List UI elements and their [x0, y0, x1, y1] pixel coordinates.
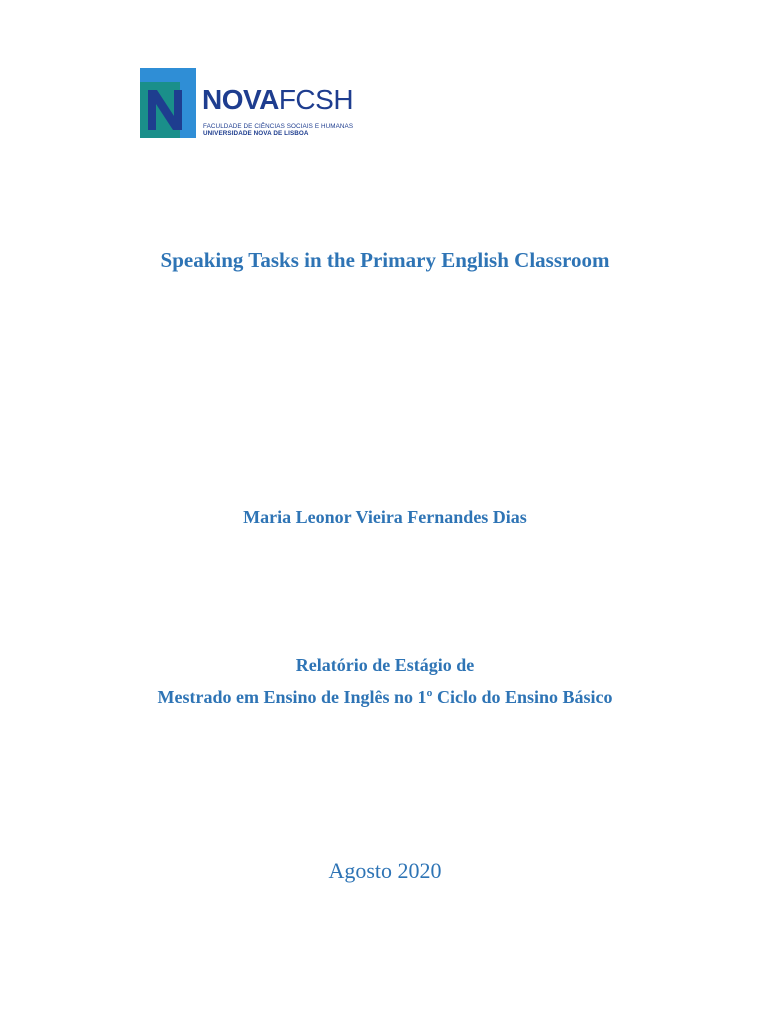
- logo-subtitle-university: UNIVERSIDADE NOVA DE LISBOA: [203, 130, 309, 137]
- report-type-line: Relatório de Estágio de: [295, 655, 475, 675]
- logo-brand-bold: NOVA: [202, 84, 279, 115]
- document-date: Agosto 2020: [328, 858, 442, 883]
- document-title: Speaking Tasks in the Primary English Classroom: [160, 248, 610, 272]
- logo-wordmark: [202, 85, 353, 115]
- document-author: Maria Leonor Vieira Fernandes Dias: [243, 507, 527, 527]
- logo-subtitle-faculty: FACULDADE DE CIÊNCIAS SOCIAIS E HUMANAS: [203, 123, 354, 130]
- degree-line: Mestrado em Ensino de Inglês no 1º Ciclo do Ensino Básico: [157, 687, 613, 707]
- logo-brand-light: FCSH: [278, 84, 354, 115]
- novafcsh-n-mark-icon: [140, 68, 196, 138]
- novafcsh-logo: [140, 68, 390, 140]
